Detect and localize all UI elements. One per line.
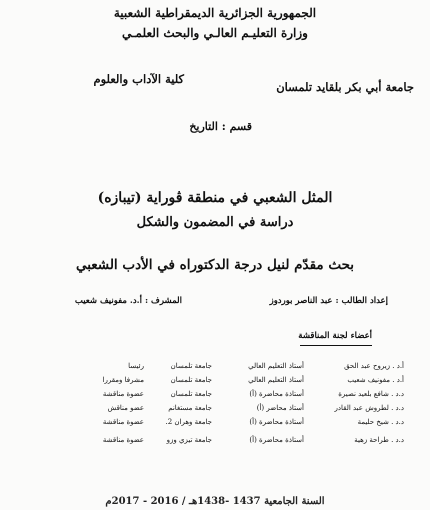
member-role: مشرفا ومقررا [102, 376, 144, 384]
member-university: جامعة تلمسان [170, 376, 212, 384]
academic-year: السنة الجامعية 1437 -1438هـ / 2016 - 2017م [105, 496, 325, 507]
thesis-subtitle: دراسة في المضمون والشكل [136, 215, 294, 230]
member-university: جامعة وهران 2. [165, 418, 212, 426]
committee-heading-underline [300, 345, 372, 346]
thesis-title: المثل الشعبي في منطقة ڤوراية (تيبازه) [97, 190, 333, 206]
member-name: د.د . لطروش عبد القادر [334, 404, 404, 412]
faculty-name: كلية الآداب والعلوم [93, 72, 184, 86]
student-credit: إعداد الطالب : عبد الناصر بوردوز [269, 296, 388, 306]
member-rank: أستاذة محاضرة (أ) [249, 418, 304, 426]
thesis-purpose: بحث مقدّم لنيل درجة الدكتوراه في الأدب الشعبي [75, 257, 355, 273]
member-university: جامعة تلمسان [170, 362, 212, 370]
member-role: عضوة مناقشة [102, 436, 144, 444]
department-name: قسم : التاريخ [189, 120, 252, 133]
supervisor-credit: المشرف : أ.د. مفونيف شعيب [74, 296, 182, 306]
member-university: جامعة تيزي وزو [166, 436, 212, 444]
member-name: د.د . شافع بلعيد نصيرة [338, 390, 404, 398]
member-rank: أستاذ التعليم العالي [248, 362, 304, 370]
republic-line: الجمهورية الجزائرية الديمقراطية الشعبية [113, 6, 317, 20]
member-rank: أستاذة محاضرة (أ) [249, 390, 304, 398]
member-role: عضوة مناقشة [102, 418, 144, 426]
ministry-line: وزارة التعليـم العالـي والبحث العلمـي [122, 26, 308, 40]
member-name: أ.د . مفونيف شعيب [347, 376, 404, 384]
member-rank: أستاذ محاضر (أ) [256, 404, 304, 412]
member-rank: أستاذ التعليم العالي [248, 376, 304, 384]
member-name: د.د . طراحة زهية [354, 436, 404, 444]
member-university: جامعة مستغانم [168, 404, 212, 412]
member-name: د.د . شيخ حليمة [357, 418, 404, 426]
committee-heading: أعضاء لجنة المناقشة [298, 331, 372, 341]
member-university: جامعة تلمسان [170, 390, 212, 398]
member-rank: أستاذة محاضرة (أ) [249, 436, 304, 444]
member-role: عضو مناقش [107, 404, 144, 412]
member-role: رئيسا [128, 362, 144, 370]
member-role: عضوة مناقشة [102, 390, 144, 398]
member-name: أ.د . زيروح عبد الحق [344, 362, 404, 370]
university-name: جامعة أبي بكر بلقايد تلمسان [276, 80, 414, 94]
